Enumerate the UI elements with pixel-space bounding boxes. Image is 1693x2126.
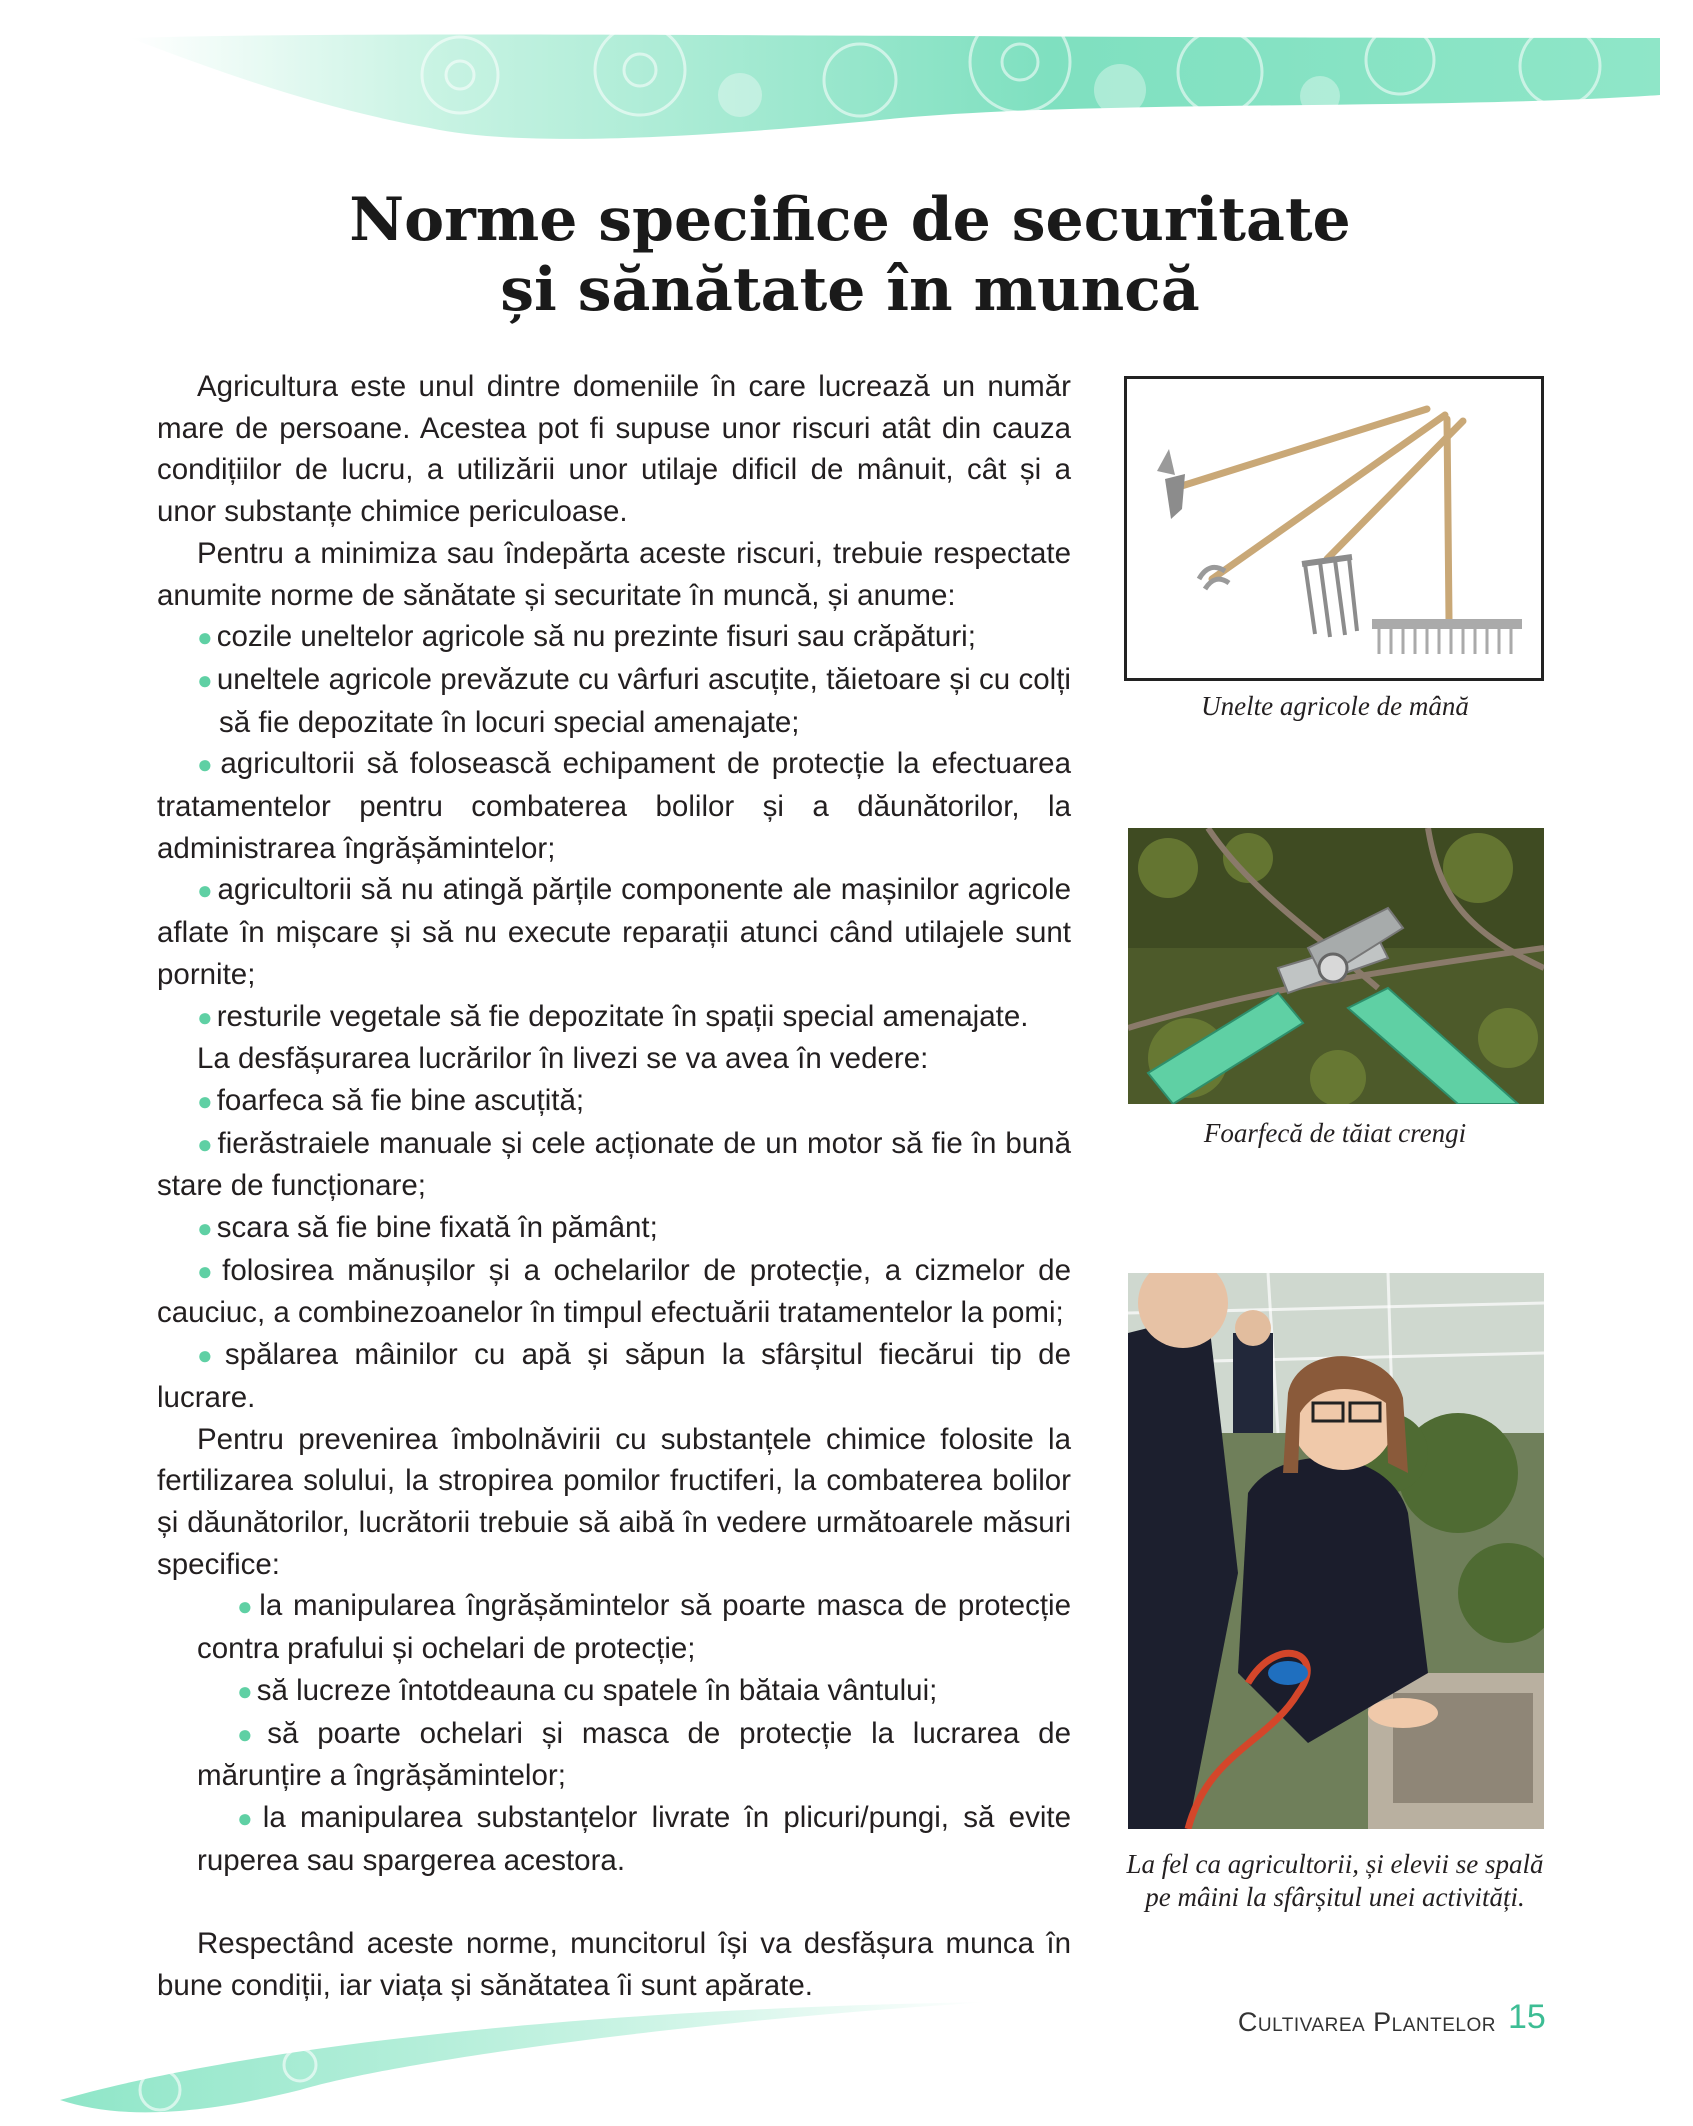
bullet-dot-icon: ● <box>197 1340 221 1371</box>
bullet-dot-icon: ● <box>197 622 213 653</box>
list-item: ● scara să fie bine fixată în pământ; <box>197 1211 658 1245</box>
bullet-dot-icon: ● <box>197 1001 213 1032</box>
bullet-dot-icon: ● <box>197 749 217 780</box>
list-item: ● cozile uneltelor agricole să nu prezinte fisuri sau crăpături; <box>197 620 976 654</box>
top-gear-banner <box>0 0 1693 160</box>
orchard-paragraph: La desfășurarea lucrărilor în livezi se va avea în vedere: <box>197 1042 929 1076</box>
bullet-dot-icon: ● <box>237 1591 256 1622</box>
list-item: ● la manipularea substanțelor livrate în plicuri/pungi, să evite ruperea sau spargerea acestora. <box>197 1800 1071 1877</box>
list-item: ● resturile vegetale să fie depozitate în spații special amenajate. <box>197 999 1029 1033</box>
list-item: ● fierăstraiele manuale și cele acționate de un motor să fie în bună stare de funcționare; <box>157 1126 1071 1203</box>
bullet-dot-icon: ● <box>197 1128 214 1159</box>
bullet-dot-icon: ● <box>197 1213 213 1244</box>
list-item: ● la manipularea îngrășămintelor să poarte masca de protecție contra prafului și ochelari de protecție; <box>197 1589 1071 1666</box>
students-washing-caption: La fel ca agricultorii, și elevii se spală pe mâini la sfârșitul unei activități. <box>1126 1849 1544 1912</box>
bullet-dot-icon: ● <box>197 1085 213 1116</box>
pruning-shears-caption: Foarfecă de tăiat crengi <box>1203 1118 1467 1148</box>
list-item: ● uneltele agricole prevăzute cu vârfuri ascuțite, tăietoare și cu colți să fie depozitate în locuri special amenajate; <box>197 662 1071 739</box>
bottom-wave-banner <box>0 1980 1100 2126</box>
page-number: 15 <box>1508 1998 1546 2036</box>
students-washing-hands-image <box>1128 1273 1544 1829</box>
intro-paragraph: Agricultura este unul dintre domeniile în care lucrează un număr mare de persoane. Acestea pot fi supuse unor riscuri atât din cauza condițiilor de lucru, a utilizării unor utilaje dificil de mânuit, cât și a unor substanțe chimice periculoase. <box>157 370 1071 529</box>
list-item: ● agricultorii să folosească echipament de protecție la efectuarea tratamentelor pentru combaterea bolilor și a dăunătorilor, la administrarea îngrășămintelor; <box>157 747 1071 865</box>
list-item: ● să lucreze întotdeauna cu spatele în bătaia vântului; <box>237 1673 938 1707</box>
risk-paragraph: Pentru a minimiza sau îndepărta aceste riscuri, trebuie respectate anumite norme de sănătate și securitate în muncă, și anume: <box>157 536 1071 612</box>
pruning-shears-image <box>1128 828 1544 1104</box>
bullet-dot-icon: ● <box>197 875 214 906</box>
conclusion-paragraph: Respectând aceste norme, muncitorul își va desfășura munca în bune condiții, iar viața și sănătatea îi sunt apărate. <box>157 1927 1071 2002</box>
title-line-2: și sănătate în muncă <box>500 255 1200 325</box>
bullet-dot-icon: ● <box>237 1675 253 1706</box>
hand-tools-image <box>1124 376 1544 681</box>
title-line-1: Norme specifice de securitate <box>349 185 1351 255</box>
section-label: Cultivarea Plantelor <box>1237 2007 1496 2037</box>
bullet-dot-icon: ● <box>237 1802 259 1833</box>
list-item: ● să poarte ochelari și masca de protecție la lucrarea de mărunțire a îngrășămintelor; <box>197 1716 1071 1793</box>
list-item: ● foarfeca să fie bine ascuțită; <box>197 1083 585 1117</box>
page-title <box>300 185 1400 325</box>
list-item: ● folosirea mănușilor și a ochelarilor de protecție, a cizmelor de cauciuc, a combinezoanelor în timpul efectuării tratamentelor la pomi; <box>157 1253 1071 1330</box>
list-item: ● agricultorii să nu atingă părțile componente ale mașinilor agricole aflate în mișcare și să nu execute reparații atunci când utilajele sunt pornite; <box>157 873 1071 991</box>
bullet-dot-icon: ● <box>237 1718 264 1749</box>
list-item: ● spălarea mâinilor cu apă și săpun la sfârșitul fiecărui tip de lucrare. <box>157 1338 1071 1414</box>
bullet-dot-icon: ● <box>197 664 213 695</box>
chemicals-paragraph: Pentru prevenirea îmbolnăvirii cu substanțele chimice folosite la fertilizarea solului, la stropirea pomilor fructiferi, la combaterea bolilor și dăunătorilor, lucrătorii trebuie să aibă în vedere următoarele măsuri specifice: <box>157 1422 1071 1581</box>
main-text <box>157 366 1071 2006</box>
hand-tools-caption: Unelte agricole de mână <box>1201 691 1469 721</box>
bullet-dot-icon: ● <box>197 1255 219 1286</box>
